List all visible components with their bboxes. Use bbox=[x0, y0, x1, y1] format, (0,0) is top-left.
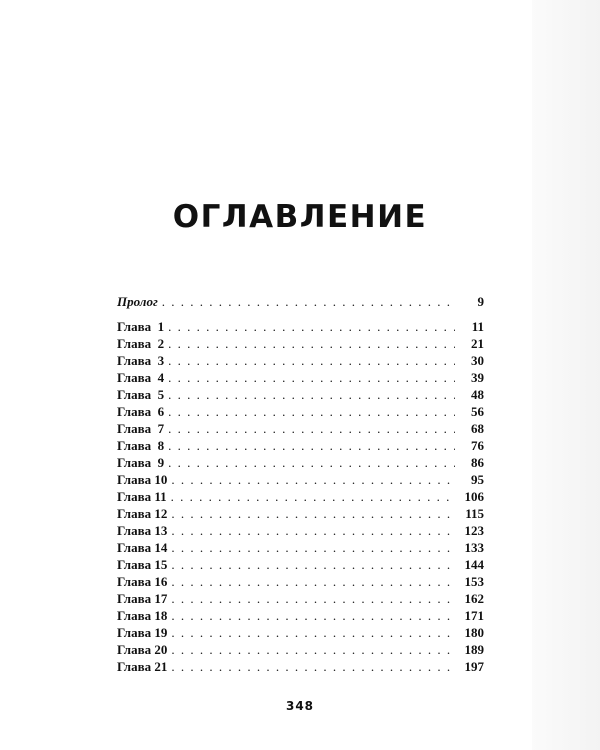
page-title: ОГЛАВЛЕНИЕ bbox=[172, 198, 428, 235]
toc-entry-label: Глава 17 bbox=[117, 591, 168, 606]
toc-entry-label: Глава 19 bbox=[117, 625, 168, 640]
toc-entry-page: 11 bbox=[471, 319, 484, 334]
dot-leader bbox=[168, 454, 455, 471]
dot-leader bbox=[171, 624, 455, 641]
dot-leader bbox=[168, 352, 455, 369]
dot-leader bbox=[171, 505, 455, 522]
toc-entry-page: 171 bbox=[464, 608, 484, 623]
dot-leader bbox=[168, 318, 455, 335]
toc-entry-label: Глава 11 bbox=[117, 489, 167, 504]
toc-entry-prolog[interactable] bbox=[117, 293, 484, 310]
toc-entry-chapter[interactable] bbox=[117, 318, 484, 335]
toc-entry-label: Глава 18 bbox=[117, 608, 168, 623]
dot-leader bbox=[171, 539, 455, 556]
dot-leader bbox=[168, 369, 455, 386]
toc-entry-label: Глава 15 bbox=[117, 557, 168, 572]
toc-entry-page: 76 bbox=[471, 438, 484, 453]
toc-entry-chapter[interactable] bbox=[117, 624, 484, 641]
toc-entry-chapter[interactable] bbox=[117, 488, 484, 505]
dot-leader bbox=[171, 607, 455, 624]
toc-entry-page: 39 bbox=[471, 370, 484, 385]
toc-entry-chapter[interactable] bbox=[117, 522, 484, 539]
dot-leader bbox=[168, 437, 455, 454]
toc-entry-chapter[interactable] bbox=[117, 454, 484, 471]
dot-leader bbox=[171, 590, 455, 607]
toc-entry-label: Глава 1 bbox=[117, 319, 165, 334]
toc-entry-label: Глава 16 bbox=[117, 574, 168, 589]
dot-leader bbox=[171, 641, 455, 658]
toc-entry-page: 162 bbox=[464, 591, 484, 606]
dot-leader bbox=[162, 293, 455, 310]
toc-entry-label: Глава 13 bbox=[117, 523, 168, 538]
dot-leader bbox=[171, 556, 455, 573]
toc-entry-chapter[interactable] bbox=[117, 641, 484, 658]
dot-leader bbox=[171, 658, 455, 675]
toc-entry-page: 95 bbox=[471, 472, 484, 487]
toc-entry-chapter[interactable] bbox=[117, 437, 484, 454]
toc-entry-chapter[interactable] bbox=[117, 658, 484, 675]
toc-entry-label: Глава 6 bbox=[117, 404, 165, 419]
toc-entry-label: Глава 2 bbox=[117, 336, 165, 351]
toc-entry-page: 115 bbox=[465, 506, 484, 521]
toc-entry-chapter[interactable] bbox=[117, 369, 484, 386]
toc-entry-chapter[interactable] bbox=[117, 352, 484, 369]
toc-entry-label: Глава 9 bbox=[117, 455, 165, 470]
toc-entry-page: 56 bbox=[471, 404, 484, 419]
toc-entry-label: Глава 10 bbox=[117, 472, 168, 487]
dot-leader bbox=[171, 573, 455, 590]
toc-entry-page: 68 bbox=[471, 421, 484, 436]
dot-leader bbox=[168, 420, 455, 437]
toc-entry-label: Пролог bbox=[117, 294, 158, 309]
toc-entry-chapter[interactable] bbox=[117, 505, 484, 522]
toc-entry-chapter[interactable] bbox=[117, 556, 484, 573]
toc-entry-page: 144 bbox=[464, 557, 484, 572]
toc-entry-page: 197 bbox=[464, 659, 484, 674]
toc-entry-chapter[interactable] bbox=[117, 386, 484, 403]
toc-entry-chapter[interactable] bbox=[117, 420, 484, 437]
page-number: 348 bbox=[285, 699, 315, 713]
dot-leader bbox=[168, 335, 455, 352]
toc-entry-label: Глава 8 bbox=[117, 438, 165, 453]
dot-leader bbox=[171, 522, 455, 539]
toc-entry-label: Глава 21 bbox=[117, 659, 168, 674]
toc-entry-page: 86 bbox=[471, 455, 484, 470]
toc-entry-page: 180 bbox=[464, 625, 484, 640]
toc-entry-label: Глава 4 bbox=[117, 370, 165, 385]
toc-entry-page: 123 bbox=[464, 523, 484, 538]
toc-entry-label: Глава 20 bbox=[117, 642, 168, 657]
toc-entry-page: 133 bbox=[464, 540, 484, 555]
toc-entry-chapter[interactable] bbox=[117, 590, 484, 607]
toc-entry-chapter[interactable] bbox=[117, 471, 484, 488]
toc-entry-chapter[interactable] bbox=[117, 607, 484, 624]
toc-entry-page: 153 bbox=[464, 574, 484, 589]
toc-entry-page: 189 bbox=[464, 642, 484, 657]
toc-entry-page: 21 bbox=[471, 336, 484, 351]
dot-leader bbox=[171, 488, 455, 505]
page-edge-shadow bbox=[532, 0, 600, 750]
toc-entry-label: Глава 5 bbox=[117, 387, 165, 402]
toc-entry-page: 9 bbox=[477, 294, 484, 309]
toc-entry-label: Глава 7 bbox=[117, 421, 165, 436]
dot-leader bbox=[168, 386, 455, 403]
toc-entry-page: 30 bbox=[471, 353, 484, 368]
toc-entry-label: Глава 3 bbox=[117, 353, 165, 368]
toc-entry-page: 48 bbox=[471, 387, 484, 402]
toc-entry-chapter[interactable] bbox=[117, 403, 484, 420]
toc-entry-label: Глава 14 bbox=[117, 540, 168, 555]
toc-entry-page: 106 bbox=[464, 489, 484, 504]
toc-entry-label: Глава 12 bbox=[117, 506, 168, 521]
dot-leader bbox=[171, 471, 455, 488]
toc-entry-chapter[interactable] bbox=[117, 335, 484, 352]
dot-leader bbox=[168, 403, 455, 420]
toc-entry-chapter[interactable] bbox=[117, 539, 484, 556]
table-of-contents bbox=[117, 293, 484, 675]
toc-entry-chapter[interactable] bbox=[117, 573, 484, 590]
